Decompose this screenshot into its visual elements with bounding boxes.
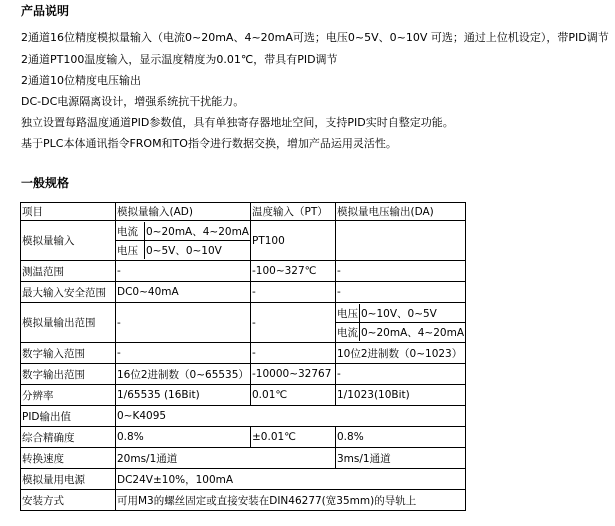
- digital-output-label: 数字输出范围: [21, 364, 116, 385]
- product-line-5: 独立设置每路温度通道PID参数值，具有单独寄存器地址空间，支持PID实时自整定功能。: [21, 116, 454, 129]
- table-header-row: [21, 203, 466, 221]
- header-ad: 模拟量输入(AD): [116, 203, 251, 221]
- digital-output-ad: 16位2进制数（0~65535）: [116, 364, 251, 385]
- row-resolution: [21, 385, 466, 406]
- accuracy-label: 综合精确度: [21, 427, 116, 448]
- output-current-label: 电流: [336, 323, 360, 342]
- product-line-3: 2通道10位精度电压输出: [21, 74, 141, 87]
- digital-output-da: -: [336, 364, 466, 385]
- analog-input-subtable: [116, 222, 250, 259]
- output-current-value: 0~20mA、4~20mA: [360, 323, 466, 342]
- general-spec-heading: 一般规格: [21, 176, 70, 190]
- max-input-ad: DC0~40mA: [116, 282, 251, 303]
- output-voltage-value: 0~10V、0~5V: [360, 304, 466, 323]
- max-input-label: 最大输入安全范围: [21, 282, 116, 303]
- analog-output-label: 模拟量输出范围: [21, 303, 116, 343]
- digital-input-ad: -: [116, 343, 251, 364]
- row-analog-output: [21, 303, 466, 343]
- analog-output-ad: -: [116, 303, 251, 343]
- analog-output-subtable: [336, 304, 465, 341]
- resolution-ad: 1/65535 (16Bit): [116, 385, 251, 406]
- accuracy-ad: 0.8%: [116, 427, 251, 448]
- conversion-speed-label: 转换速度: [21, 448, 116, 469]
- resolution-pt: 0.01℃: [251, 385, 336, 406]
- product-line-1: 2通道16位精度模拟量输入（电流0~20mA、4~20mA可选；电压0~5V、0~10V 可选；通过上位机设定），带PID调节: [21, 31, 609, 44]
- header-pt: 温度输入（PT）: [251, 203, 336, 221]
- temp-range-ad: -: [116, 261, 251, 282]
- mounting-label: 安装方式: [21, 490, 116, 511]
- temp-range-da: -: [336, 261, 466, 282]
- resolution-label: 分辨率: [21, 385, 116, 406]
- output-voltage-label: 电压: [336, 304, 360, 323]
- row-analog-input: [21, 221, 466, 261]
- analog-input-da: [336, 221, 466, 261]
- spec-table: [20, 202, 466, 511]
- pid-output-value: 0~K4095: [116, 406, 466, 427]
- mounting-value: 可用M3的螺丝固定或直接安装在DIN46277(宽35mm)的导轨上: [116, 490, 466, 511]
- product-line-4: DC-DC电源隔离设计，增强系统抗干扰能力。: [21, 95, 245, 108]
- current-label: 电流: [116, 222, 144, 241]
- header-item: 项目: [21, 203, 116, 221]
- current-value: 0~20mA、4~20mA: [144, 222, 250, 241]
- product-line-6: 基于PLC本体通讯指令FROM和TO指令进行数据交换，增加产品运用灵活性。: [21, 137, 397, 150]
- conversion-speed-da: 3ms/1通道: [336, 448, 466, 469]
- max-input-pt: -: [251, 282, 336, 303]
- row-digital-input: [21, 343, 466, 364]
- temp-range-label: 测温范围: [21, 261, 116, 282]
- header-da: 模拟量电压输出(DA): [336, 203, 466, 221]
- analog-input-pt: PT100: [251, 221, 336, 261]
- row-accuracy: [21, 427, 466, 448]
- product-description-heading: 产品说明: [21, 4, 70, 18]
- pid-output-label: PID输出值: [21, 406, 116, 427]
- voltage-value: 0~5V、0~10V: [144, 241, 250, 260]
- row-pid-output: [21, 406, 466, 427]
- row-max-input: [21, 282, 466, 303]
- accuracy-da: 0.8%: [336, 427, 466, 448]
- row-temp-range: [21, 261, 466, 282]
- row-conversion-speed: [21, 448, 466, 469]
- analog-input-label: 模拟量输入: [21, 221, 116, 261]
- voltage-label: 电压: [116, 241, 144, 260]
- row-power: [21, 469, 466, 490]
- resolution-da: 1/1023(10Bit): [336, 385, 466, 406]
- max-input-da: -: [336, 282, 466, 303]
- power-value: DC24V±10%，100mA: [116, 469, 466, 490]
- temp-range-pt: -100~327℃: [251, 261, 336, 282]
- row-mounting: [21, 490, 466, 511]
- digital-input-pt: -: [251, 343, 336, 364]
- digital-input-da: 10位2进制数（0~1023）: [336, 343, 466, 364]
- digital-input-label: 数字输入范围: [21, 343, 116, 364]
- analog-output-pt: -: [251, 303, 336, 343]
- conversion-speed-adpt: 20ms/1通道: [116, 448, 336, 469]
- digital-output-pt: -10000~32767: [251, 364, 336, 385]
- product-line-2: 2通道PT100温度输入，显示温度精度为0.01℃，带具有PID调节: [21, 53, 338, 66]
- accuracy-pt: ±0.01℃: [251, 427, 336, 448]
- row-digital-output: [21, 364, 466, 385]
- power-label: 模拟量用电源: [21, 469, 116, 490]
